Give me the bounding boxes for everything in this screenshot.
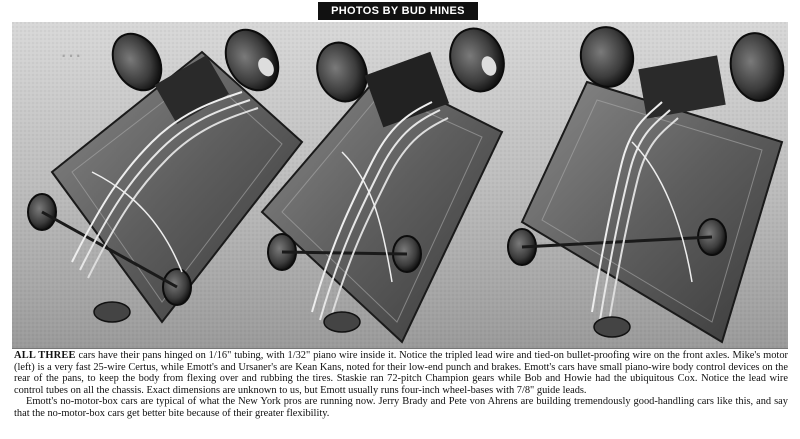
caption-lead: ALL THREE	[14, 350, 76, 361]
chassis-photo	[12, 22, 788, 349]
photo-caption	[14, 350, 788, 437]
svg-text:···: ···	[60, 42, 82, 67]
caption-paragraph-1-body: cars have their pans hinged on 1/16" tubing, with 1/32" piano wire inside it. Notice the tripled lead wire and tied-on bullet-proofing wire on the front axles. Mike's motor (left) is a very fast 25-wire Certus, while Emott's and Ursaner's are Kean Kans, noted for their low-end punch and brakes. Emott's cars have small piano-wire body control devices on the rear of the pans, to keep the body from flexing over and rubbing the tires. Staskie ran 72-pitch Champion gears while Bob and Howie had the ubiquitous Cox. Notice the lead wire control tubes on all the chassis. Exact dimensions are unknown to us, but Emott usually runs four-inch wheel-bases with 7/8" guide leads.	[14, 350, 788, 396]
credit-bar	[0, 0, 800, 22]
caption-paragraph-1	[14, 350, 788, 396]
caption-paragraph-2: Emott's no-motor-box cars are typical of what the New York pros are running now. Jerry Brady and Pete von Ahrens are building tremendously good-handling cars like this, and say that the no-motor-box cars get better bite because of their greater flexibility.	[14, 396, 788, 419]
chassis-photo-illustration	[12, 22, 788, 348]
photo-credit: PHOTOS BY BUD HINES	[318, 2, 478, 20]
